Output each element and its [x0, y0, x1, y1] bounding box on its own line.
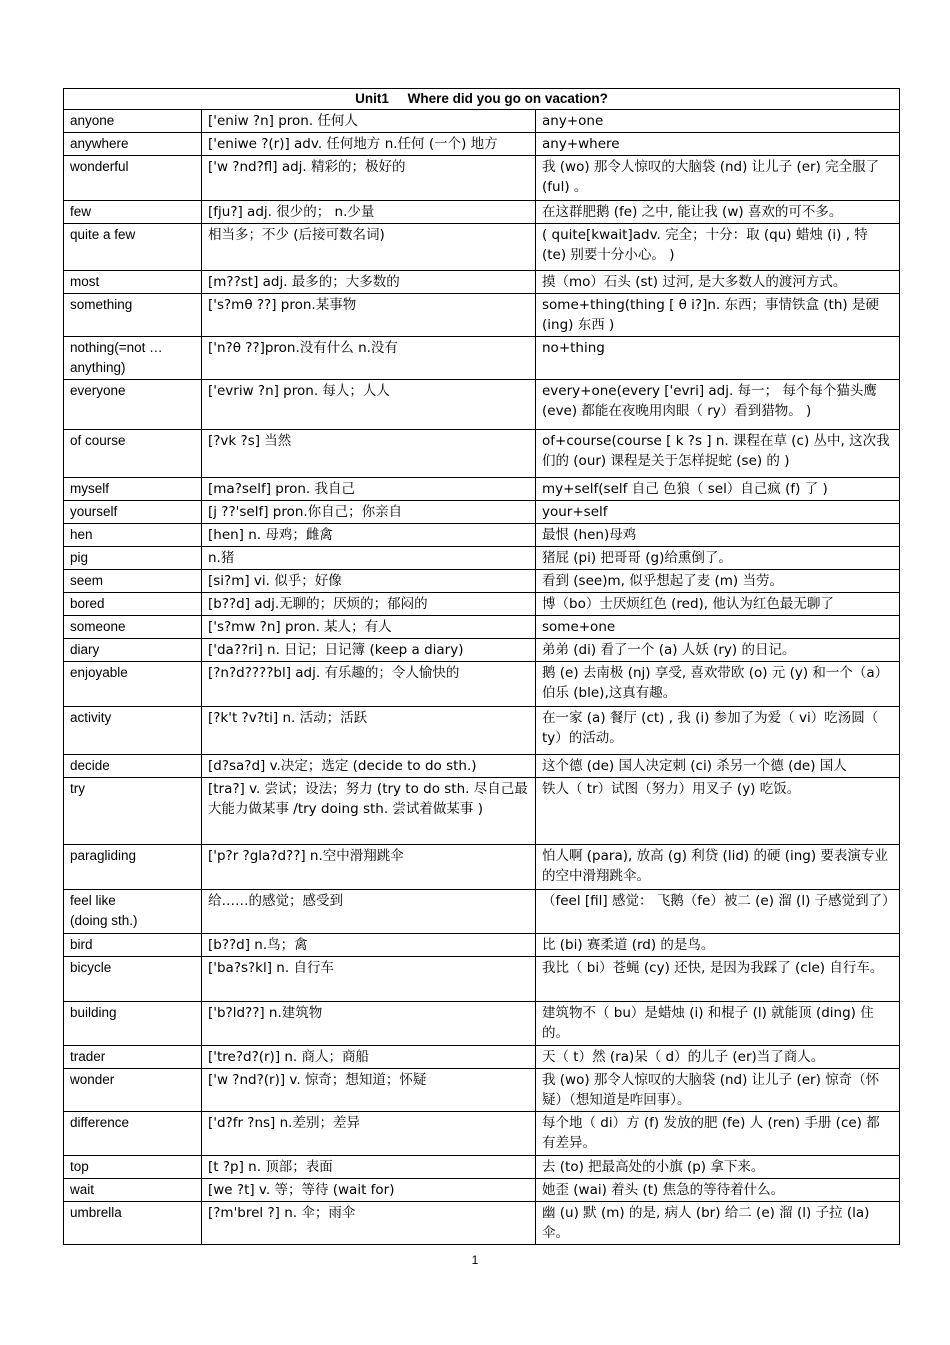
table-row: [64, 1112, 900, 1156]
vocab-memory-tip: 她歪 (wai) 着头 (t) 焦急的等待着什么。: [536, 1179, 900, 1202]
table-row: [64, 133, 900, 156]
vocab-definition: ['tre?d?(r)] n. 商人；商船: [202, 1046, 536, 1069]
table-row: [64, 1202, 900, 1245]
vocab-word: paragliding: [64, 845, 202, 890]
vocab-definition: 给……的感觉；感受到: [202, 890, 536, 934]
table-row: [64, 224, 900, 271]
vocab-definition: ['s?mθ ??] pron.某事物: [202, 294, 536, 337]
vocab-definition: [d?sa?d] v.决定；选定 (decide to do sth.): [202, 755, 536, 778]
vocab-memory-tip: 在这群肥鹅 (fe) 之中, 能让我 (w) 喜欢的可不多。: [536, 201, 900, 224]
table-row: [64, 778, 900, 845]
table-row: [64, 1002, 900, 1046]
vocab-definition: 相当多；不少 (后接可数名词): [202, 224, 536, 271]
vocab-memory-tip: any+where: [536, 133, 900, 156]
vocabulary-rows: [64, 110, 900, 1245]
vocab-memory-tip: some+one: [536, 616, 900, 639]
vocab-definition: [b??d] adj.无聊的；厌烦的；郁闷的: [202, 593, 536, 616]
table-row: [64, 707, 900, 755]
table-row: [64, 294, 900, 337]
vocab-definition: ['b?ld??] n.建筑物: [202, 1002, 536, 1046]
vocab-definition: ['p?r ?gla?d??] n.空中滑翔跳伞: [202, 845, 536, 890]
vocab-word: bored: [64, 593, 202, 616]
vocab-definition: [j ??'self] pron.你自己；你亲自: [202, 501, 536, 524]
vocab-definition: [we ?t] v. 等；等待 (wait for): [202, 1179, 536, 1202]
vocab-memory-tip: ( quite[kwait]adv. 完全；十分：取 (qu) 蜡烛 (i) , 特 (te) 别要十分小心。 ): [536, 224, 900, 271]
vocab-word: nothing(=not …anything): [64, 337, 202, 380]
vocab-word: seem: [64, 570, 202, 593]
vocab-word: something: [64, 294, 202, 337]
vocab-memory-tip: 每个地（ di）方 (f) 发放的肥 (fe) 人 (ren) 手册 (ce) 都有差异。: [536, 1112, 900, 1156]
vocab-word: activity: [64, 707, 202, 755]
table-row: [64, 524, 900, 547]
table-row: [64, 593, 900, 616]
table-row: [64, 639, 900, 662]
vocab-memory-tip: 我 (wo) 那令人惊叹的大脑袋 (nd) 让儿子 (er) 完全服了 (ful) 。: [536, 156, 900, 201]
vocab-word: anyone: [64, 110, 202, 133]
vocab-word: anywhere: [64, 133, 202, 156]
table-row: [64, 1156, 900, 1179]
vocab-memory-tip: 看到 (see)m, 似乎想起了麦 (m) 当劳。: [536, 570, 900, 593]
vocab-definition: [?vk ?s] 当然: [202, 430, 536, 478]
vocab-definition: [m??st] adj. 最多的；大多数的: [202, 271, 536, 294]
table-row: [64, 478, 900, 501]
vocab-definition: ['n?θ ??]pron.没有什么 n.没有: [202, 337, 536, 380]
vocab-definition: n.猪: [202, 547, 536, 570]
vocab-definition: ['w ?nd?fl] adj. 精彩的；极好的: [202, 156, 536, 201]
table-row: [64, 616, 900, 639]
vocab-word: building: [64, 1002, 202, 1046]
vocab-definition: [ma?self] pron. 我自己: [202, 478, 536, 501]
vocab-memory-tip: 建筑物不（ bu）是蜡烛 (i) 和棍子 (l) 就能顶 (ding) 住的。: [536, 1002, 900, 1046]
vocab-word: diary: [64, 639, 202, 662]
vocab-memory-tip: 弟弟 (di) 看了一个 (a) 人妖 (ry) 的日记。: [536, 639, 900, 662]
vocab-definition: ['w ?nd?(r)] v. 惊奇；想知道；怀疑: [202, 1069, 536, 1112]
vocab-memory-tip: no+thing: [536, 337, 900, 380]
vocab-definition: ['evriw ?n] pron. 每人；人人: [202, 380, 536, 430]
table-row: [64, 1179, 900, 1202]
table-row: [64, 271, 900, 294]
vocab-definition: ['s?mw ?n] pron. 某人；有人: [202, 616, 536, 639]
vocab-definition: [?n?d????bl] adj. 有乐趣的；令人愉快的: [202, 662, 536, 707]
vocab-definition: ['eniw ?n] pron. 任何人: [202, 110, 536, 133]
vocab-word: enjoyable: [64, 662, 202, 707]
table-row: [64, 201, 900, 224]
vocab-word: wonder: [64, 1069, 202, 1112]
vocab-definition: [?m'brel ?] n. 伞；雨伞: [202, 1202, 536, 1245]
vocab-memory-tip: 天（ t）然 (ra)呆（ d）的儿子 (er)当了商人。: [536, 1046, 900, 1069]
vocab-memory-tip: my+self(self 自己 色狼（ sel）自己疯 (f) 了 ): [536, 478, 900, 501]
vocab-memory-tip: 比 (bi) 赛柔道 (rd) 的是鸟。: [536, 934, 900, 957]
vocab-memory-tip: your+self: [536, 501, 900, 524]
vocab-word: hen: [64, 524, 202, 547]
vocab-word: few: [64, 201, 202, 224]
vocab-memory-tip: 鹅 (e) 去南极 (nj) 享受, 喜欢带欧 (o) 元 (y) 和一个（a）伯乐 (ble),这真有趣。: [536, 662, 900, 707]
vocab-word: bicycle: [64, 957, 202, 1002]
vocab-word: feel like (doing sth.): [64, 890, 202, 934]
vocab-word: try: [64, 778, 202, 845]
vocab-word: difference: [64, 1112, 202, 1156]
vocab-word: wait: [64, 1179, 202, 1202]
vocab-definition: ['da??ri] n. 日记；日记簿 (keep a diary): [202, 639, 536, 662]
table-row: [64, 430, 900, 478]
unit-title: Unit1 Where did you go on vacation?: [64, 89, 900, 110]
table-row: [64, 501, 900, 524]
vocab-word: most: [64, 271, 202, 294]
vocab-definition: [fju?] adj. 很少的； n.少量: [202, 201, 536, 224]
vocab-word: decide: [64, 755, 202, 778]
vocab-definition: [t ?p] n. 顶部；表面: [202, 1156, 536, 1179]
vocab-memory-tip: 猪屁 (pi) 把哥哥 (g)给熏倒了。: [536, 547, 900, 570]
vocab-memory-tip: 这个德 (de) 国人决定刺 (ci) 杀另一个德 (de) 国人: [536, 755, 900, 778]
table-row: [64, 337, 900, 380]
vocab-word: someone: [64, 616, 202, 639]
vocab-memory-tip: 幽 (u) 默 (m) 的是, 病人 (br) 给二 (e) 溜 (l) 子拉 (la) 伞。: [536, 1202, 900, 1245]
vocab-word: pig: [64, 547, 202, 570]
vocab-memory-tip: 最恨 (hen)母鸡: [536, 524, 900, 547]
vocab-definition: [si?m] vi. 似乎；好像: [202, 570, 536, 593]
vocab-definition: [hen] n. 母鸡；雌禽: [202, 524, 536, 547]
table-row: [64, 957, 900, 1002]
vocab-definition: ['ba?s?kl] n. 自行车: [202, 957, 536, 1002]
vocab-memory-tip: 铁人（ tr）试图（努力）用叉子 (y) 吃饭。: [536, 778, 900, 845]
table-row: [64, 755, 900, 778]
vocab-word: of course: [64, 430, 202, 478]
vocab-definition: ['d?fr ?ns] n.差别；差异: [202, 1112, 536, 1156]
table-row: [64, 845, 900, 890]
vocab-memory-tip: 怕人啊 (para), 放高 (g) 利贷 (lid) 的硬 (ing) 要表演专业的空中滑翔跳伞。: [536, 845, 900, 890]
vocab-memory-tip: 摸（mo）石头 (st) 过河, 是大多数人的渡河方式。: [536, 271, 900, 294]
vocab-word: umbrella: [64, 1202, 202, 1245]
vocab-word: trader: [64, 1046, 202, 1069]
table-row: [64, 1069, 900, 1112]
table-row: [64, 547, 900, 570]
vocab-memory-tip: 在一家 (a) 餐厅 (ct) , 我 (i) 参加了为爱（ vi）吃汤圆（ ty）的活动。: [536, 707, 900, 755]
table-row: [64, 570, 900, 593]
vocab-definition: [tra?] v. 尝试；设法；努力 (try to do sth. 尽自己最大能力做某事 /try doing sth. 尝试着做某事 ): [202, 778, 536, 845]
vocab-definition: ['eniwe ?(r)] adv. 任何地方 n.任何 (一个) 地方: [202, 133, 536, 156]
vocab-word: wonderful: [64, 156, 202, 201]
vocab-memory-tip: some+thing(thing [ θ i?]n. 东西；事情铁盒 (th) 是硬 (ing) 东西 ): [536, 294, 900, 337]
vocab-memory-tip: 我比（ bi）苍蝇 (cy) 还快, 是因为我踩了 (cle) 自行车。: [536, 957, 900, 1002]
vocab-definition: [b??d] n.鸟；禽: [202, 934, 536, 957]
vocab-memory-tip: 博（bo）士厌烦红色 (red), 他认为红色最无聊了: [536, 593, 900, 616]
vocab-memory-tip: every+one(every ['evri] adj. 每一； 每个每个猫头鹰 (eve) 都能在夜晚用肉眼（ ry）看到猎物。 ): [536, 380, 900, 430]
vocab-memory-tip: 我 (wo) 那令人惊叹的大脑袋 (nd) 让儿子 (er) 惊奇（怀疑）（想知道是咋回事）。: [536, 1069, 900, 1112]
vocab-word: yourself: [64, 501, 202, 524]
table-row: [64, 110, 900, 133]
table-row: [64, 380, 900, 430]
vocab-word: top: [64, 1156, 202, 1179]
vocab-memory-tip: any+one: [536, 110, 900, 133]
table-row: [64, 934, 900, 957]
vocab-memory-tip: （feel [fil] 感觉： 飞鹅（fe）被二 (e) 溜 (l) 子感觉到了）: [536, 890, 900, 934]
vocab-word: bird: [64, 934, 202, 957]
vocabulary-table: [63, 88, 900, 1245]
vocab-word: everyone: [64, 380, 202, 430]
vocab-word: quite a few: [64, 224, 202, 271]
table-row: [64, 890, 900, 934]
vocab-word: myself: [64, 478, 202, 501]
table-row: [64, 156, 900, 201]
table-row: [64, 1046, 900, 1069]
table-row: [64, 662, 900, 707]
vocab-memory-tip: 去 (to) 把最高处的小旗 (p) 拿下来。: [536, 1156, 900, 1179]
vocab-memory-tip: of+course(course [ k ?s ] n. 课程在草 (c) 丛中, 这次我们的 (our) 课程是关于怎样捉蛇 (se) 的 ): [536, 430, 900, 478]
table-title-row: [64, 89, 900, 110]
page-number: 1: [471, 1253, 479, 1267]
vocab-definition: [?k't ?v?ti] n. 活动；活跃: [202, 707, 536, 755]
